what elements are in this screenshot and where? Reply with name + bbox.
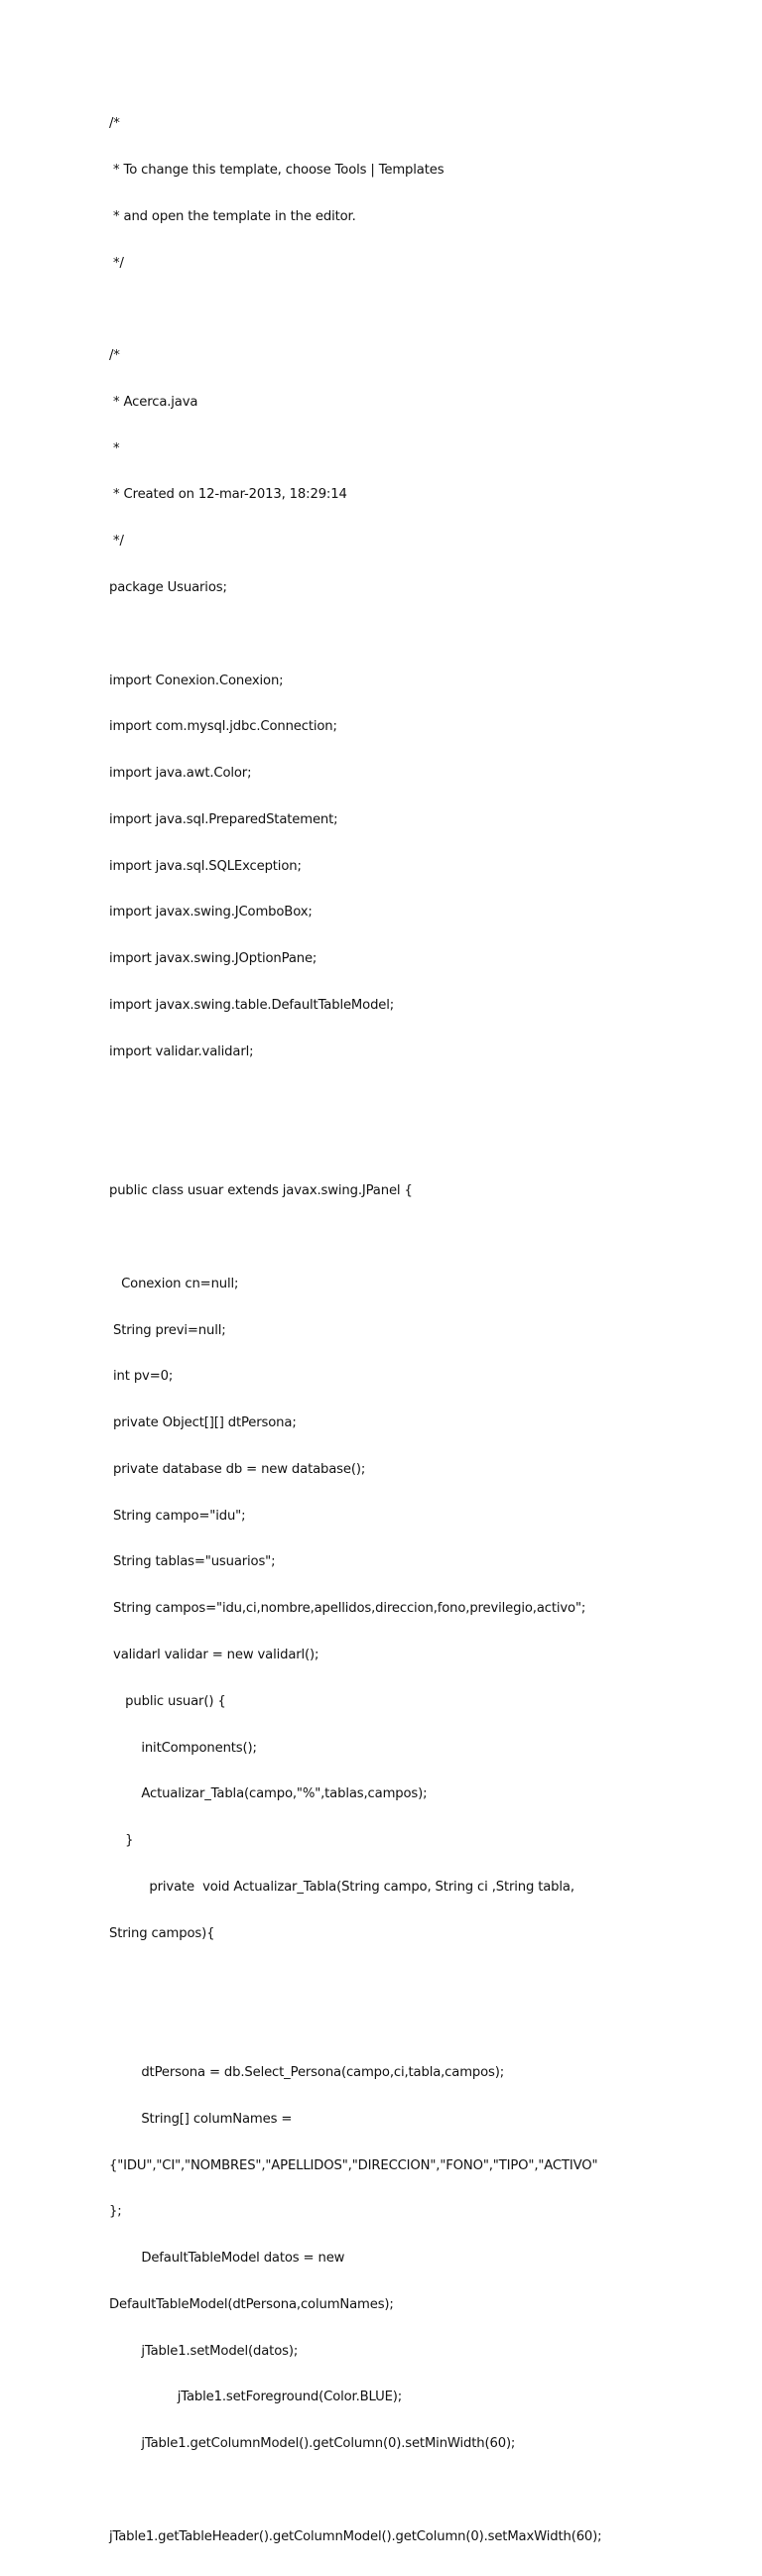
code-line: jTable1.getTableHeader().getColumnModel().getColumn(0).setMaxWidth(60);: [109, 2528, 602, 2544]
code-line: private database db = new database();: [109, 1461, 366, 1477]
code-line: [109, 2483, 744, 2499]
code-line: public class usuar extends javax.swing.JPanel {: [109, 1183, 413, 1199]
code-line: }: [109, 1833, 134, 1849]
code-text: [109, 85, 744, 2576]
code-line: private Object[][] dtPersona;: [109, 1415, 297, 1431]
code-line: import com.mysql.jdbc.Connection;: [109, 719, 337, 735]
code-line: validarl validar = new validarl();: [109, 1647, 319, 1662]
code-line: initComponents();: [109, 1740, 257, 1756]
code-line: * To change this template, choose Tools | Templates: [109, 162, 444, 178]
code-line: String campos){: [109, 1925, 215, 1941]
code-line: import java.awt.Color;: [109, 766, 252, 782]
code-line: import javax.swing.JOptionPane;: [109, 951, 318, 967]
code-line: public usuar() {: [109, 1693, 226, 1709]
code-line: */: [109, 534, 124, 550]
code-line: [109, 1972, 744, 1988]
code-line: jTable1.setModel(datos);: [109, 2343, 299, 2359]
code-line: Actualizar_Tabla(campo,"%",tablas,campos);: [109, 1786, 428, 1802]
code-line: [109, 302, 744, 317]
code-line: String campos="idu,ci,nombre,apellidos,direccion,fono,previlegio,activo";: [109, 1601, 586, 1617]
code-line: [109, 1137, 744, 1153]
code-line: jTable1.setForeground(Color.BLUE);: [109, 2390, 403, 2405]
code-line: DefaultTableModel(dtPersona,columNames);: [109, 2296, 394, 2312]
code-line: [109, 627, 744, 643]
code-line: String[] columNames =: [109, 2111, 293, 2127]
code-line: dtPersona = db.Select_Persona(campo,ci,tabla,campos);: [109, 2065, 505, 2080]
code-line: private void Actualizar_Tabla(String campo, String ci ,String tabla,: [109, 1879, 574, 1895]
code-line: * and open the template in the editor.: [109, 208, 356, 224]
code-line: Conexion cn=null;: [109, 1276, 239, 1291]
code-line: import java.sql.SQLException;: [109, 858, 302, 874]
code-line: [109, 1230, 744, 1246]
code-line: package Usuarios;: [109, 580, 227, 595]
code-line: import Conexion.Conexion;: [109, 673, 284, 688]
code-line: int pv=0;: [109, 1369, 174, 1385]
code-line: String previ=null;: [109, 1322, 226, 1338]
code-line: */: [109, 255, 124, 271]
code-line: *: [109, 440, 120, 456]
code-line: DefaultTableModel datos = new: [109, 2251, 345, 2267]
code-line: * Acerca.java: [109, 394, 198, 410]
code-line: import java.sql.PreparedStatement;: [109, 811, 338, 827]
code-line: String campo="idu";: [109, 1508, 246, 1524]
code-line: jTable1.getColumnModel().getColumn(0).setMinWidth(60);: [109, 2436, 516, 2452]
code-line: import javax.swing.JComboBox;: [109, 905, 313, 920]
code-line: /*: [109, 116, 120, 132]
code-line: };: [109, 2204, 122, 2220]
code-line: {"IDU","CI","NOMBRES","APELLIDOS","DIRECCION","FONO","TIPO","ACTIVO": [109, 2157, 598, 2173]
code-line: [109, 2019, 744, 2034]
code-line: String tablas="usuarios";: [109, 1554, 276, 1570]
code-line: /*: [109, 348, 120, 364]
code-line: * Created on 12-mar-2013, 18:29:14: [109, 487, 347, 503]
code-line: import javax.swing.table.DefaultTableModel;: [109, 998, 395, 1014]
code-line: import validar.validarl;: [109, 1043, 254, 1059]
code-line: [109, 1091, 744, 1107]
